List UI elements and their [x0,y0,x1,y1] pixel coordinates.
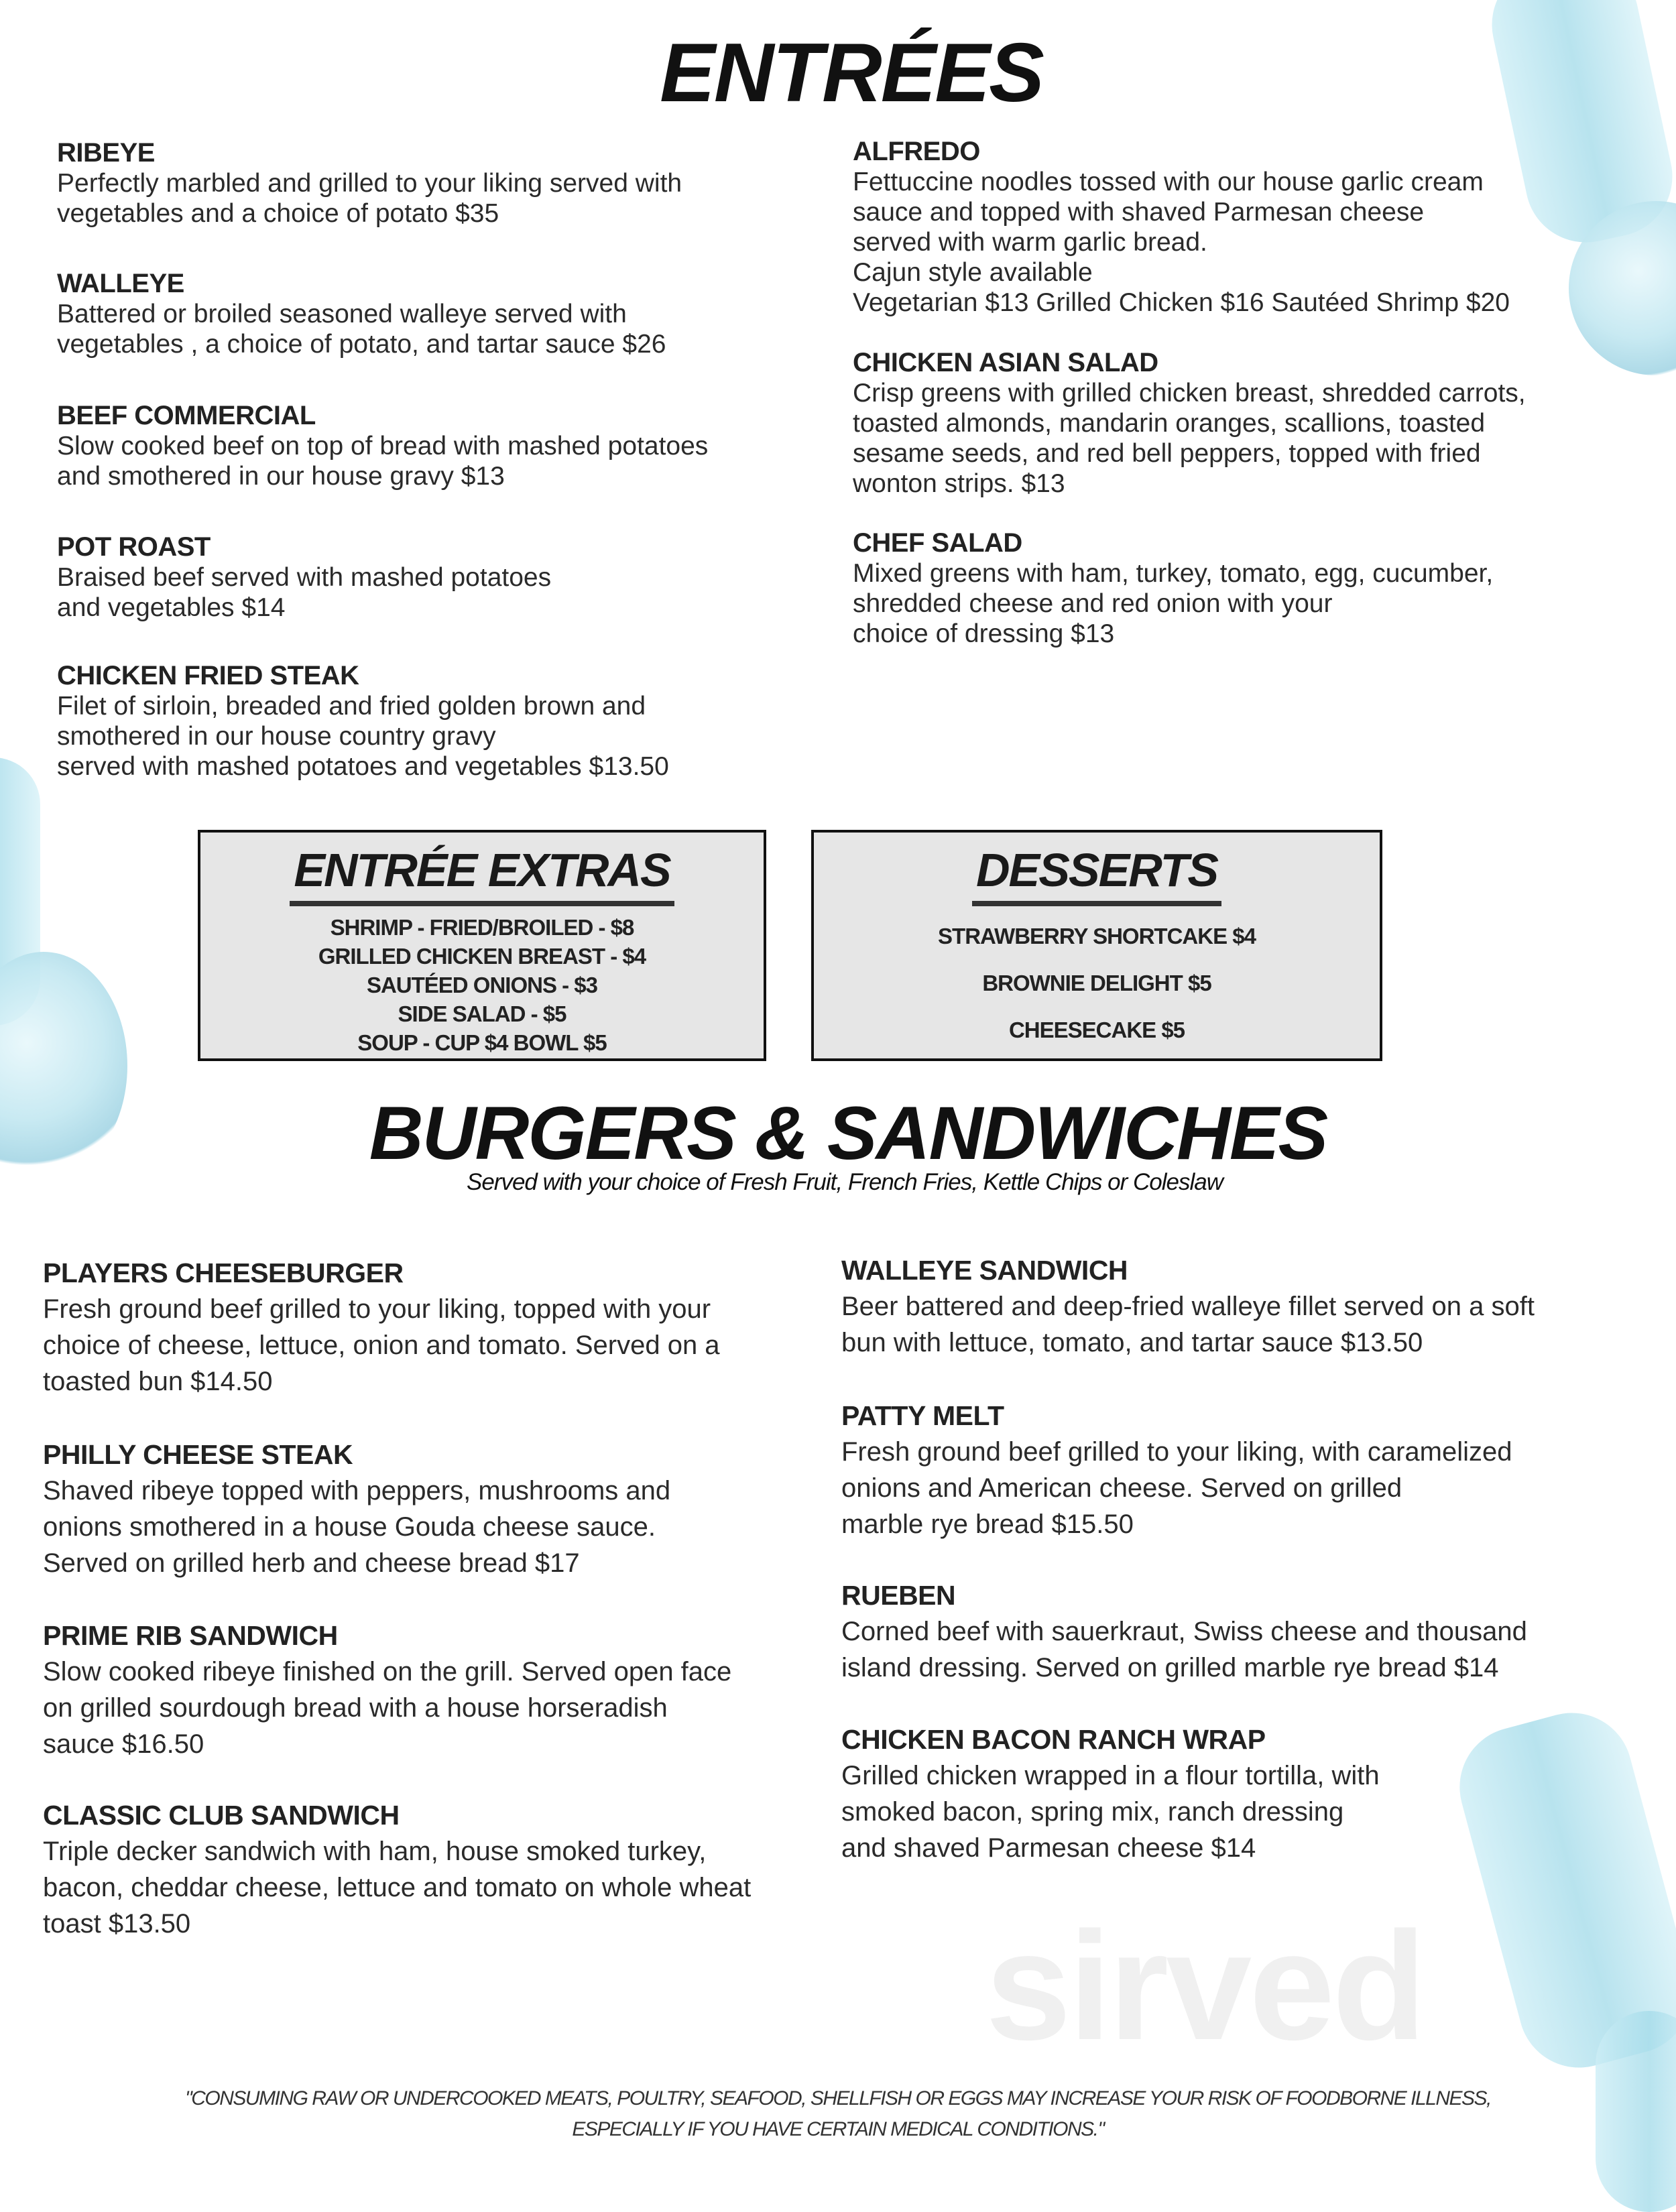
item-name: RIBEYE [57,138,155,168]
sirved-watermark: sirved [985,1900,1424,2072]
item-name: CHICKEN BACON RANCH WRAP [841,1724,1266,1755]
burgers-subtitle: Served with your choice of Fresh Fruit, French Fries, Kettle Chips or Coleslaw [467,1169,1223,1195]
menu-item [841,1398,1512,1542]
menu-item [841,1252,1535,1361]
disclaimer-line: ESPECIALLY IF YOU HAVE CERTAIN MEDICAL CONDITIONS." [572,2118,1104,2140]
item-desc: Shaved ribeye topped with peppers, mushrooms and onions smothered in a house Gouda cheese sauce. Served on grilled herb and cheese bread $17 [43,1476,671,1578]
item-desc: Filet of sirloin, breaded and fried golden brown and smothered in our house country gravy served with mashed potatoes and vegetables $13.50 [57,692,669,781]
menu-item [57,268,666,359]
item-name: CHICKEN ASIAN SALAD [853,348,1158,377]
menu-item [57,400,708,491]
item-name: WALLEYE [57,269,184,298]
item-desc: Corned beef with sauerkraut, Swiss cheese and thousand island dressing. Served on grilled marble rye bread $14 [841,1617,1527,1682]
extra-item: SOUP - CUP $4 BOWL $5 [357,1030,607,1055]
disclaimer-line: "CONSUMING RAW OR UNDERCOOKED MEATS, POULTRY, SEAFOOD, SHELLFISH OR EGGS MAY INCREASE YOUR RISK OF FOODBORNE ILLNESS, [185,2087,1491,2109]
item-name: CHICKEN FRIED STEAK [57,661,359,690]
entree-extras-box [198,830,766,1061]
item-desc: Battered or broiled seasoned walleye served with vegetables , a choice of potato, and tartar sauce $26 [57,300,666,359]
menu-item [853,347,1526,499]
extras-title: ENTRÉE EXTRAS [290,842,674,906]
menu-item [853,136,1510,318]
menu-item [57,660,669,782]
item-name: POT ROAST [57,532,211,562]
menu-item [853,528,1493,649]
item-name: WALLEYE SANDWICH [841,1255,1128,1286]
item-desc: Triple decker sandwich with ham, house smoked turkey, bacon, cheddar cheese, lettuce and tomato on whole wheat toast $13.50 [43,1837,752,1939]
desserts-box [811,830,1382,1061]
entrees-title: ENTRÉES [660,27,1043,119]
item-name: PRIME RIB SANDWICH [43,1620,338,1651]
desserts-title: DESSERTS [972,842,1221,906]
item-name: ALFREDO [853,137,980,166]
item-desc: Fresh ground beef grilled to your liking, with caramelized onions and American cheese. Served on grilled marble rye bread $15.50 [841,1437,1512,1539]
menu-item [841,1721,1380,1866]
menu-item [43,1797,751,1942]
dessert-item: STRAWBERRY SHORTCAKE $4 [938,924,1256,948]
item-desc: Crisp greens with grilled chicken breast, shredded carrots, toasted almonds, mandarin oranges, scallions, toasted sesame seeds, and red bell peppers, topped with fried wonton strips. $13 [853,379,1526,498]
menu-item [57,137,682,229]
extra-item: SIDE SALAD - $5 [398,1001,566,1026]
item-name: RUEBEN [841,1580,956,1611]
extra-item: SAUTÉED ONIONS - $3 [366,973,598,997]
item-desc: Grilled chicken wrapped in a flour tortilla, with smoked bacon, spring mix, ranch dressing and shaved Parmesan cheese $14 [841,1761,1380,1863]
item-desc: Beer battered and deep-fried walleye fillet served on a soft bun with lettuce, tomato, and tartar sauce $13.50 [841,1292,1535,1357]
item-desc: Slow cooked beef on top of bread with mashed potatoes and smothered in our house gravy $13 [57,432,709,491]
menu-item [57,532,551,623]
item-name: BEEF COMMERCIAL [57,401,316,430]
item-name: PLAYERS CHEESEBURGER [43,1257,404,1288]
menu-item [43,1436,670,1581]
menu-item [43,1617,731,1762]
dessert-item: CHEESECAKE $5 [1008,1018,1185,1042]
item-desc: Fettuccine noodles tossed with our house garlic cream sauce and topped with shaved Parmesan cheese served with warm garlic bread. Cajun style available Vegetarian $13 Grilled Chicken $16 Sautéed Shrimp $20 [853,168,1510,317]
extra-item: SHRIMP - FRIED/BROILED - $8 [330,915,634,940]
item-desc: Fresh ground beef grilled to your liking, topped with your choice of cheese, lettuce, onion and tomato. Served on a toasted bun $14.50 [43,1294,720,1396]
extra-item: GRILLED CHICKEN BREAST - $4 [318,944,646,969]
menu-item [43,1255,720,1400]
item-name: CHEF SALAD [853,528,1022,558]
item-desc: Mixed greens with ham, turkey, tomato, egg, cucumber, shredded cheese and red onion with your choice of dressing $13 [853,559,1494,648]
burgers-title: BURGERS & SANDWICHES [369,1091,1327,1175]
item-name: PHILLY CHEESE STEAK [43,1439,353,1470]
item-name: PATTY MELT [841,1400,1004,1431]
menu-item [841,1577,1527,1686]
item-desc: Slow cooked ribeye finished on the grill. Served open face on grilled sourdough bread with a house horseradish sauce $16.50 [43,1657,732,1759]
food-safety-disclaimer [0,2083,1676,2145]
item-name: CLASSIC CLUB SANDWICH [43,1800,400,1831]
dessert-item: BROWNIE DELIGHT $5 [982,971,1211,995]
item-desc: Perfectly marbled and grilled to your liking served with vegetables and a choice of potato $35 [57,169,682,228]
item-desc: Braised beef served with mashed potatoes and vegetables $14 [57,563,552,622]
